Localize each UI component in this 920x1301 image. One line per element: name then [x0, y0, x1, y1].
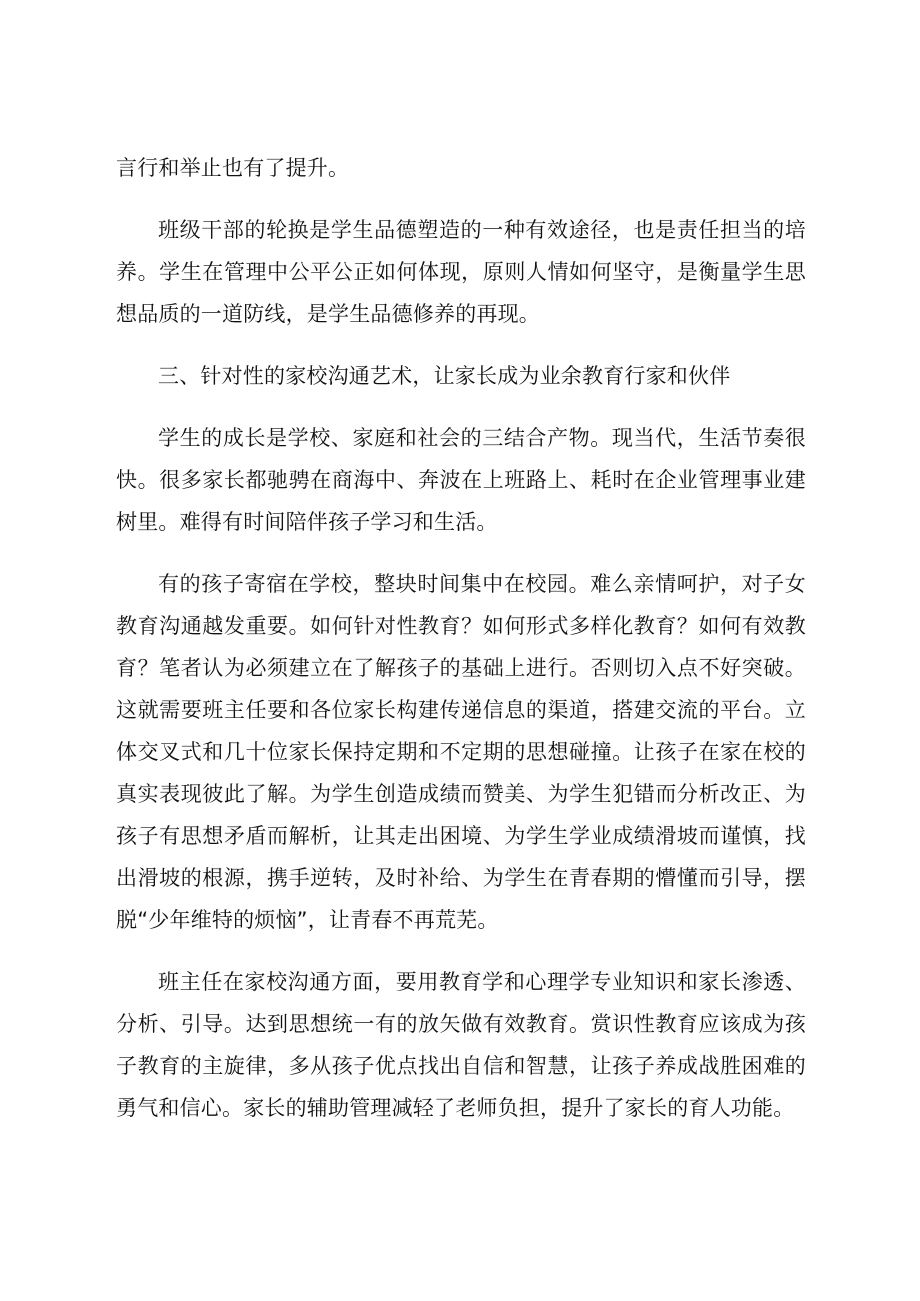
paragraph-gap	[116, 335, 806, 355]
paragraph-student-growth: 学生的成长是学校、家庭和社会的三结合产物。现当代，生活节奏很快。很多家长都驰骋在商海中、奔波在上班路上、耗时在企业管理事业建树里。难得有时间陪伴孩子学习和生活。	[116, 426, 806, 534]
paragraph-head-teacher-communication: 班主任在家校沟通方面，要用教育学和心理学专业知识和家长渗透、分析、引导。达到思想统一有的放矢做有效教育。赏识性教育应该成为孩子教育的主旋律，多从孩子优点找出自信和智慧，让孩子养成战胜困难的勇气和信心。家长的辅助管理减轻了老师负担，提升了家长的育人功能。	[116, 970, 806, 1120]
paragraph-gap	[116, 189, 806, 209]
paragraph-continuation: 言行和举止也有了提升。	[116, 156, 350, 180]
paragraph-class-cadre-rotation: 班级干部的轮换是学生品德塑造的一种有效途径，也是责任担当的培养。学生在管理中公平公正如何体现，原则人情如何坚守，是衡量学生思想品质的一道防线，是学生品德修养的再现。	[116, 218, 806, 326]
section-heading-home-school-communication: 三、针对性的家校沟通艺术，让家长成为业余教育行家和伙伴	[158, 364, 731, 388]
paragraph-gap	[116, 543, 806, 563]
paragraph-boarding-students: 有的孩子寄宿在学校，整块时间集中在校园。难么亲情呵护，对子女教育沟通越发重要。如何针对性教育？如何形式多样化教育？如何有效教育？笔者认为必须建立在了解孩子的基础上进行。否则切入点不好突破。这就需要班主任要和各位家长构建传递信息的渠道，搭建交流的平台。立体交叉式和几十位家长保持定期和不定期的思想碰撞。让孩子在家在校的真实表现彼此了解。为学生创造成绩而赞美、为学生犯错而分析改正、为孩子有思想矛盾而解析，让其走出困境、为学生学业成绩滑坡而谨慎，找出滑坡的根源，携手逆转，及时补给、为学生在青春期的懵懂而引导，摆脱“少年维特的烦恼”，让青春不再荒芜。	[116, 572, 806, 932]
paragraph-gap	[116, 941, 806, 961]
document-body	[116, 147, 806, 1129]
paragraph-gap	[116, 397, 806, 417]
